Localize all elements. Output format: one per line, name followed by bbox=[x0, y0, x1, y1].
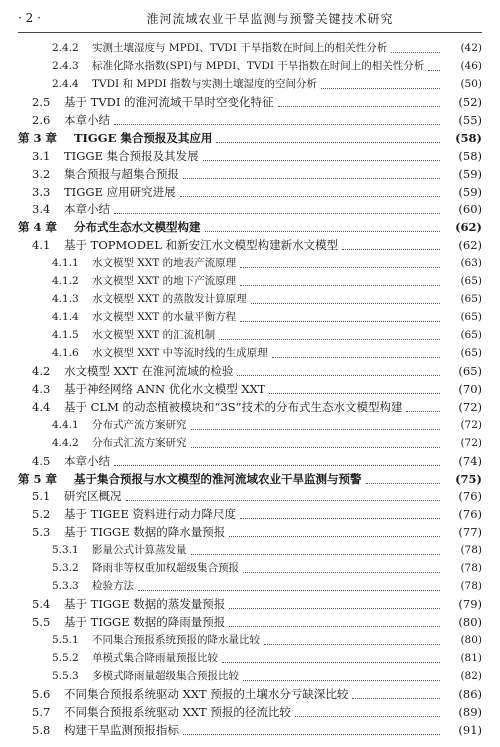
toc-entry-title: 不同集合预报系统预报的降水量比较 bbox=[92, 633, 260, 646]
toc-entry-page: (42) bbox=[460, 42, 482, 54]
toc-entry-number: 5.5.3 bbox=[52, 669, 79, 682]
toc-entry-number: 5.2 bbox=[32, 507, 51, 522]
dot-leader bbox=[243, 572, 440, 573]
toc-entry-number: 4.4 bbox=[32, 399, 51, 414]
toc-entry[interactable] bbox=[18, 219, 482, 236]
toc-entry-number: 5.5.2 bbox=[52, 651, 79, 664]
toc-entry[interactable] bbox=[18, 201, 482, 218]
toc-entry-page: (50) bbox=[460, 77, 482, 90]
toc-entry[interactable] bbox=[18, 345, 482, 362]
table-of-contents bbox=[18, 40, 482, 739]
toc-entry-number: 2.5 bbox=[32, 94, 51, 109]
dot-leader bbox=[138, 590, 440, 591]
dot-leader bbox=[180, 196, 440, 197]
dot-leader bbox=[295, 716, 440, 717]
running-header bbox=[18, 8, 482, 28]
toc-entry-title: 基于 TIGEE 资料进行动力降尺度 bbox=[64, 507, 236, 522]
toc-entry-page: (58) bbox=[455, 130, 482, 145]
toc-entry[interactable] bbox=[18, 130, 482, 147]
dot-leader bbox=[264, 644, 440, 645]
toc-entry-page: (59) bbox=[458, 166, 482, 181]
dot-leader bbox=[321, 88, 440, 89]
toc-entry[interactable] bbox=[18, 148, 482, 165]
toc-entry[interactable] bbox=[18, 58, 482, 75]
toc-entry-title: 分布式生态水文模型构建 bbox=[74, 220, 201, 235]
toc-entry-title: 基于 TIGGE 数据的降雨量预报 bbox=[64, 615, 226, 629]
toc-entry[interactable] bbox=[18, 273, 482, 290]
dot-leader bbox=[342, 249, 440, 250]
toc-entry-title: 多模式降雨量超级集合预报比较 bbox=[92, 669, 239, 682]
dot-leader bbox=[191, 447, 441, 448]
toc-entry-page: (55) bbox=[458, 112, 482, 127]
dot-leader bbox=[229, 608, 440, 609]
toc-entry[interactable] bbox=[18, 632, 482, 649]
toc-entry-title: TIGGE 应用研究进展 bbox=[64, 184, 176, 199]
toc-entry[interactable] bbox=[18, 255, 482, 272]
dot-leader bbox=[272, 357, 440, 358]
toc-entry-page: (74) bbox=[458, 453, 482, 468]
toc-entry-title: 单模式集合降雨量预报比较 bbox=[92, 651, 218, 664]
toc-entry[interactable] bbox=[18, 578, 482, 595]
dot-leader bbox=[183, 734, 440, 735]
toc-entry-title: 本章小结 bbox=[64, 453, 110, 468]
dot-leader bbox=[237, 375, 440, 376]
toc-entry-number: 第 4 章 bbox=[18, 220, 58, 235]
dot-leader bbox=[203, 160, 440, 161]
toc-entry-page: (65) bbox=[460, 311, 482, 324]
toc-entry[interactable] bbox=[18, 327, 482, 344]
dot-leader bbox=[229, 536, 440, 537]
dot-leader bbox=[243, 680, 440, 681]
toc-entry-number: 4.1.6 bbox=[52, 346, 79, 359]
toc-entry-title: 不同集合预报系统驱动 XXT 预报的径流比较 bbox=[64, 704, 291, 719]
toc-entry-title: 水文模型 XXT 的地表产流原理 bbox=[92, 257, 237, 270]
dot-leader bbox=[114, 124, 440, 125]
toc-entry-number: 4.4.1 bbox=[52, 418, 79, 431]
toc-entry-title: 基于 TIGGE 数据的降水量预报 bbox=[64, 525, 226, 540]
toc-entry-title: 水文模型 XXT 中等流时线的生成原理 bbox=[92, 346, 268, 359]
toc-entry[interactable] bbox=[18, 614, 482, 631]
dot-leader bbox=[114, 213, 440, 214]
toc-entry-page: (62) bbox=[458, 238, 482, 253]
dot-leader bbox=[240, 321, 440, 322]
toc-entry-number: 5.3.2 bbox=[52, 562, 79, 575]
toc-entry-title: TIGGE 集合预报及其应用 bbox=[74, 130, 213, 145]
toc-entry-page: (65) bbox=[458, 363, 482, 378]
toc-entry[interactable] bbox=[18, 596, 482, 613]
toc-entry-number: 3.3 bbox=[32, 184, 51, 199]
toc-entry-page: (78) bbox=[460, 544, 482, 557]
dot-leader bbox=[222, 662, 440, 663]
dot-leader bbox=[126, 500, 441, 501]
toc-entry-page: (65) bbox=[460, 293, 482, 306]
toc-entry-number: 第 3 章 bbox=[18, 130, 58, 145]
toc-entry-title: 本章小结 bbox=[64, 112, 110, 127]
toc-entry-page: (80) bbox=[458, 615, 482, 629]
toc-entry-page: (58) bbox=[458, 148, 482, 163]
dot-leader bbox=[114, 465, 440, 466]
toc-entry-number: 5.5.1 bbox=[52, 633, 79, 646]
toc-entry[interactable] bbox=[18, 76, 482, 93]
toc-entry-page: (82) bbox=[460, 669, 482, 682]
toc-entry[interactable] bbox=[18, 704, 482, 721]
toc-entry-page: (65) bbox=[460, 346, 482, 359]
toc-entry[interactable] bbox=[18, 722, 482, 739]
dot-leader bbox=[406, 411, 440, 412]
toc-entry-title: 研究区概况 bbox=[64, 489, 122, 504]
toc-entry-title: 基于神经网络 ANN 优化水文模型 XXT bbox=[64, 381, 266, 396]
toc-entry-number: 第 5 章 bbox=[18, 471, 58, 486]
dot-leader bbox=[269, 393, 440, 394]
dot-leader bbox=[240, 285, 440, 286]
toc-entry-title: 基于 CLM 的动态植被模块和“3S”技术的分布式生态水文模型构建 bbox=[64, 399, 403, 414]
toc-entry-number: 4.5 bbox=[32, 453, 51, 468]
toc-entry-page: (72) bbox=[458, 399, 482, 414]
toc-entry-page: (70) bbox=[458, 381, 482, 396]
dot-leader bbox=[366, 483, 441, 484]
toc-entry[interactable] bbox=[18, 399, 482, 416]
toc-entry-title: 水文模型 XXT 的蒸散发计算原理 bbox=[92, 293, 247, 306]
toc-entry-number: 4.1.2 bbox=[52, 275, 79, 288]
toc-entry[interactable] bbox=[18, 471, 482, 488]
dot-leader bbox=[251, 303, 440, 304]
toc-entry-title: 构建干旱监测预报指标 bbox=[64, 722, 179, 737]
toc-entry-number: 4.1.4 bbox=[52, 311, 79, 324]
toc-entry-page: (62) bbox=[455, 220, 482, 235]
toc-entry-number: 5.7 bbox=[32, 704, 51, 719]
toc-entry[interactable] bbox=[18, 417, 482, 434]
toc-entry-title: 基于 TOPMODEL 和新安江水文模型构建新水文模型 bbox=[64, 238, 339, 253]
toc-entry-number: 5.3.1 bbox=[52, 544, 79, 557]
toc-entry[interactable] bbox=[18, 668, 482, 685]
toc-entry-title: 基于集合预报与水文模型的淮河流域农业干旱监测与预警 bbox=[74, 471, 362, 486]
dot-leader bbox=[278, 106, 440, 107]
toc-entry[interactable] bbox=[18, 686, 482, 703]
toc-entry-page: (79) bbox=[458, 597, 482, 612]
toc-entry[interactable] bbox=[18, 542, 482, 559]
toc-entry-page: (81) bbox=[460, 651, 482, 664]
toc-entry-number: 4.1.3 bbox=[52, 293, 79, 306]
toc-entry[interactable] bbox=[18, 435, 482, 452]
toc-entry-page: (80) bbox=[460, 633, 482, 646]
toc-entry-title: 基于 TIGGE 数据的蒸发量预报 bbox=[64, 597, 226, 612]
toc-entry-page: (72) bbox=[460, 418, 482, 431]
toc-entry-title: 降雨非等权重加权超级集合预报 bbox=[92, 562, 239, 575]
toc-entry[interactable] bbox=[18, 453, 482, 470]
toc-entry[interactable] bbox=[18, 363, 482, 380]
toc-entry[interactable] bbox=[18, 488, 482, 505]
toc-entry-page: (86) bbox=[458, 686, 482, 701]
toc-entry[interactable] bbox=[18, 112, 482, 129]
dot-leader bbox=[191, 429, 441, 430]
toc-entry-page: (91) bbox=[458, 722, 482, 737]
dot-leader bbox=[240, 518, 440, 519]
toc-entry[interactable] bbox=[18, 560, 482, 577]
toc-entry-title: 水文模型 XXT 的地下产流原理 bbox=[92, 275, 237, 288]
toc-entry[interactable] bbox=[18, 94, 482, 111]
toc-entry-number: 5.6 bbox=[32, 686, 51, 701]
toc-entry[interactable] bbox=[18, 166, 482, 183]
toc-entry-title: 水文模型 XXT 的汇流机制 bbox=[92, 329, 216, 341]
toc-entry-number: 3.4 bbox=[32, 202, 51, 217]
toc-entry[interactable] bbox=[18, 506, 482, 523]
dot-leader bbox=[216, 142, 440, 143]
toc-entry-number: 2.4.4 bbox=[52, 77, 79, 90]
dot-leader bbox=[183, 178, 440, 179]
toc-entry-number: 4.3 bbox=[32, 381, 51, 396]
toc-entry-number: 5.3 bbox=[32, 525, 51, 540]
toc-entry-number: 4.2 bbox=[32, 363, 51, 378]
dot-leader bbox=[352, 698, 440, 699]
dot-leader bbox=[229, 626, 440, 627]
toc-entry-page: (46) bbox=[460, 59, 482, 72]
toc-entry-number: 3.2 bbox=[32, 166, 51, 181]
toc-entry[interactable] bbox=[18, 237, 482, 254]
toc-entry[interactable] bbox=[18, 291, 482, 308]
toc-entry-title: 分布式汇流方案研究 bbox=[92, 436, 187, 449]
running-title: 淮河流域农业干旱监测与预警关键技术研究 bbox=[146, 11, 394, 26]
dot-leader bbox=[391, 52, 440, 53]
toc-entry-title: 水文模型 XXT 的水量平衡方程 bbox=[92, 311, 237, 324]
toc-entry-number: 4.1 bbox=[32, 238, 51, 253]
toc-entry-title: 基于 TVDI 的淮河流域干旱时空变化特征 bbox=[64, 94, 274, 109]
header-rule bbox=[18, 32, 482, 33]
dot-leader bbox=[191, 554, 441, 555]
toc-entry[interactable] bbox=[18, 309, 482, 326]
dot-leader bbox=[219, 339, 440, 340]
toc-entry-number: 5.1 bbox=[32, 489, 51, 504]
toc-entry-title: 分布式产流方案研究 bbox=[92, 418, 187, 431]
toc-entry-title: 影量公式计算蒸发量 bbox=[92, 544, 187, 557]
toc-entry[interactable] bbox=[18, 381, 482, 398]
toc-entry-title: 水文模型 XXT 在淮河流域的检验 bbox=[64, 363, 234, 378]
toc-entry-number: 4.1.1 bbox=[52, 257, 79, 270]
toc-entry-title: 本章小结 bbox=[64, 202, 110, 217]
toc-entry-page: (65) bbox=[460, 329, 482, 341]
toc-entry-title: 不同集合预报系统驱动 XXT 预报的土壤水分亏缺深比较 bbox=[64, 686, 349, 701]
toc-entry-number: 2.6 bbox=[32, 112, 51, 127]
dot-leader bbox=[205, 231, 441, 232]
toc-entry[interactable] bbox=[18, 650, 482, 667]
toc-entry-title: 检验方法 bbox=[92, 580, 134, 593]
toc-entry-page: (63) bbox=[460, 257, 482, 270]
dot-leader bbox=[428, 70, 440, 71]
page-number: · 2 · bbox=[18, 11, 41, 25]
toc-entry-number: 5.8 bbox=[32, 722, 51, 737]
toc-entry-title: TIGGE 集合预报及其发展 bbox=[64, 148, 199, 163]
toc-entry-number: 3.1 bbox=[32, 148, 51, 163]
toc-entry-number: 2.4.2 bbox=[52, 42, 79, 54]
dot-leader bbox=[240, 267, 440, 268]
toc-entry-title: 集合预报与超集合预报 bbox=[64, 166, 179, 181]
toc-entry-page: (75) bbox=[455, 471, 482, 486]
toc-entry-page: (72) bbox=[460, 436, 482, 449]
toc-entry-title: 标准化降水指数(SPI)与 MPDI、TVDI 干旱指数在时间上的相关性分析 bbox=[92, 59, 425, 72]
toc-entry-page: (65) bbox=[460, 275, 482, 288]
toc-entry-number: 5.4 bbox=[32, 597, 51, 612]
toc-entry[interactable] bbox=[18, 184, 482, 201]
toc-entry-page: (78) bbox=[460, 562, 482, 575]
toc-entry-number: 2.4.3 bbox=[52, 59, 79, 72]
toc-entry-title: TVDI 和 MPDI 指数与实测土壤湿度的空间分析 bbox=[92, 77, 318, 90]
toc-entry-page: (78) bbox=[460, 580, 482, 593]
toc-entry-number: 5.5 bbox=[32, 615, 51, 629]
toc-entry[interactable] bbox=[18, 40, 482, 57]
toc-entry[interactable] bbox=[18, 524, 482, 541]
toc-entry-page: (76) bbox=[458, 489, 482, 504]
toc-entry-number: 5.3.3 bbox=[52, 580, 79, 593]
toc-entry-page: (89) bbox=[458, 704, 482, 719]
toc-entry-page: (52) bbox=[458, 94, 482, 109]
toc-entry-page: (59) bbox=[458, 184, 482, 199]
toc-entry-number: 4.1.5 bbox=[52, 329, 79, 341]
toc-entry-title: 实测土壤湿度与 MPDI、TVDI 干旱指数在时间上的相关性分析 bbox=[92, 42, 388, 54]
toc-entry-number: 4.4.2 bbox=[52, 436, 79, 449]
toc-entry-page: (60) bbox=[458, 202, 482, 217]
toc-entry-page: (76) bbox=[458, 507, 482, 522]
toc-entry-page: (77) bbox=[458, 525, 482, 540]
